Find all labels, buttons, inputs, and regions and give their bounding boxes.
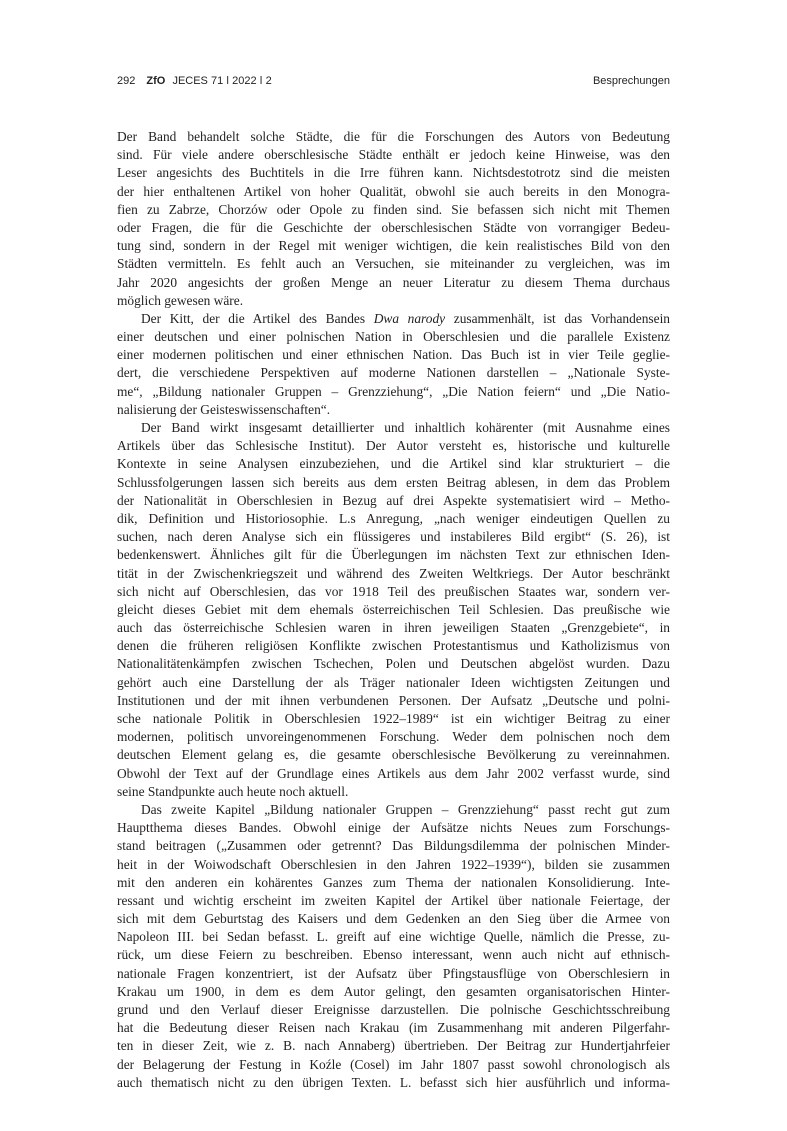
text-line: ressant und wichtig erscheint im zweiten Kapitel der Artikel über nationale Feiertage, der xyxy=(117,892,670,908)
text-line: nalisierung der Geisteswissenschaften“. xyxy=(117,401,331,417)
text-line: der Nationalität in Oberschlesien in Bezug auf drei Aspekte systematisiert wird – Metho- xyxy=(117,492,670,508)
text-line: dik, Definition und Historiosophie. L.s Anregung, „nach weniger eindeutigen Quellen zu xyxy=(117,510,670,526)
text-line: Artikels über das Schlesische Institut). Der Autor versteht es, historische und kulturelle xyxy=(117,438,670,454)
text-line: Hauptthema dieses Bandes. Obwohl einige der Aufsätze nichts Neues zum Forschungs- xyxy=(117,820,670,836)
text-line: der hier enthaltenen Artikel von hoher Qualität, obwohl sie auch bereits in den Monogra- xyxy=(117,183,670,199)
text-line: Leser angesichts des Buchtitels in die Irre führen kann. Nichtsdestotrotz sind die meisten xyxy=(117,165,670,181)
text-line: heit in der Woiwodschaft Oberschlesien in den Jahren 1922–1939“), bilden sie zusammen xyxy=(117,856,670,872)
text-line: Jahr 2020 angesichts der großen Menge an neuer Literatur zu diesem Thema durchaus xyxy=(117,274,670,290)
text-line: einer deutschen und einer polnischen Nation in Oberschlesien und die parallele Existenz xyxy=(117,329,670,345)
text-line: Städten vermitteln. Es fehlt auch an Versuchen, sie miteinander zu vergleichen, was im xyxy=(117,256,670,272)
text-line: denen die früheren religiösen Konflikte zwischen Protestantismus und Katholizismus von xyxy=(117,638,670,654)
journal-issue-info: JECES 71 ǀ 2022 ǀ 2 xyxy=(172,75,272,87)
text-line: modernen, politisch unvoreingenommenen Forschung. Weder dem polnischen noch dem xyxy=(117,729,670,745)
text-line: me“, „Bildung nationaler Gruppen – Grenzziehung“, „Die Nation feiern“ und „Die Natio- xyxy=(117,383,670,399)
running-header xyxy=(117,75,670,91)
book-title: Dwa narody xyxy=(373,310,446,326)
text-line: Krakau um 1900, in dem es dem Autor gelingt, den gesamten organisatorischen Hinter- xyxy=(117,983,670,999)
text-line: bedenkenswert. Ähnliches gilt für die Überlegungen im nächsten Text zur ethnischen Iden- xyxy=(117,547,670,563)
text-line: Napoleon III. bei Sedan befasst. L. greift auf eine wichtige Quelle, nämlich die Presse, zu- xyxy=(117,929,670,945)
text-line: grund und den Verlauf dieser Ereignisse darzustellen. Die polnische Geschichtsschreibung xyxy=(117,1002,670,1017)
text-line: nationale Fragen konzentriert, ist der Aufsatz über Pfingstausflüge von Oberschlesiern in xyxy=(117,965,670,981)
header-left xyxy=(117,75,272,87)
text-line: tität in der Zwischenkriegszeit und während des Zweiten Weltkriegs. Der Autor beschränkt xyxy=(117,565,670,581)
text-line: Der Kitt, der die Artikel des Bandes Dwa narody zusammenhält, ist das Vorhandensein xyxy=(141,310,670,326)
section-title: Besprechungen xyxy=(592,75,670,87)
journal-abbreviation: ZfO xyxy=(146,75,166,87)
text-line: sich nicht auf Oberschlesien, das vor 1918 Teil des preußischen Staates war, sondern ver- xyxy=(117,583,670,599)
text-line: gleicht dieses Gebiet mit dem ehemals österreichischen Teil Schlesien. Das preußische wie xyxy=(117,601,670,617)
text-line: oder Fragen, die für die Geschichte der oberschlesischen Städte von vorrangiger Bedeu- xyxy=(117,219,670,235)
text-line: deutschen Element gelang es, die gesamte oberschlesische Bevölkerung zu vereinnahmen. xyxy=(117,747,670,763)
text-line: Der Band wirkt insgesamt detaillierter und inhaltlich kohärenter (mit Ausnahme eines xyxy=(141,420,670,435)
text-line: fien zu Zabrze, Chorzów oder Opole zu finden sind. Sie befassen sich nicht mit Themen xyxy=(117,201,670,217)
text-line: sche nationale Politik in Oberschlesien 1922–1989“ ist ein wichtiger Beitrag zu einer xyxy=(117,711,670,726)
text-line: Schlussfolgerungen lassen sich bereits aus dem ersten Beitrag ablesen, in dem das Problem xyxy=(117,474,670,490)
text-line: gehört auch eine Darstellung der als Träger nationaler Ideen wichtigsten Zeitungen und xyxy=(117,674,670,690)
page-number: 292 xyxy=(117,75,136,87)
text-line: sich mit dem Geburtstag des Kaisers und dem Gedenken an den Sieg über die Armee von xyxy=(117,911,670,927)
text-line: möglich gewesen wäre. xyxy=(117,292,244,308)
text-line: tung sind, sondern in der Regel mit weniger wichtigen, die kein realistisches Bild von den xyxy=(117,238,670,254)
text-line: dert, die verschiedene Perspektiven auf moderne Nationen darstellen – „Nationale Syste- xyxy=(117,365,670,381)
text-line: Institutionen und der mit ihnen verbundenen Personen. Der Aufsatz „Deutsche und polni- xyxy=(117,692,670,708)
text-line: suchen, nach deren Analyse sich ein flüssigeres und instabileres Bild ergibt“ (S. 26), ist xyxy=(117,529,670,545)
text-line: einer modernen politischen und einer ethnischen Nation. Das Buch ist in vier Teile geglie- xyxy=(117,347,670,363)
text-line: mit den anderen ein kohärentes Ganzes zum Thema der nationalen Konsolidierung. Inte- xyxy=(117,874,670,890)
text-line: rück, um diese Feiern zu beschreiben. Ebenso interessant, wenn auch nicht auf ethnisch- xyxy=(117,947,670,963)
text-line: auch thematisch nicht zu den übrigen Texten. L. befasst sich hier ausführlich und informa- xyxy=(117,1074,670,1090)
text-line: der Belagerung der Festung in Koźle (Cosel) im Jahr 1807 passt sowohl chronologisch als xyxy=(117,1056,670,1072)
text-line: stand beitragen („Zusammen oder getrennt? Das Bildungsdilemma der polnischen Minder- xyxy=(117,838,670,854)
text-line: seine Standpunkte auch heute noch aktuell. xyxy=(117,783,349,799)
text-line: Das zweite Kapitel „Bildung nationaler Gruppen – Grenzziehung“ passt recht gut zum xyxy=(141,801,670,817)
text-line: Der Band behandelt solche Städte, die für die Forschungen des Autors von Bedeutung xyxy=(117,129,670,144)
text-line: hat die Bedeutung dieser Reisen nach Krakau (im Zusammenhang mit anderen Pilgerfahr- xyxy=(117,1020,670,1036)
body-text xyxy=(117,128,670,1092)
text-line: Obwohl der Text auf der Grundlage eines Artikels aus dem Jahr 2002 verfasst wurde, sind xyxy=(117,765,670,781)
text-line: Nationalitätenkämpfen zwischen Tschechen, Polen und Deutschen abgelöst wurden. Dazu xyxy=(117,656,670,672)
text-line: sind. Für viele andere oberschlesische Städte enthält er jedoch keine Hinweise, was den xyxy=(117,147,670,163)
text-line: auch das österreichische Schlesien waren in ihren jeweiligen Staaten „Grenzgebiete“, in xyxy=(117,620,670,636)
text-line: Kontexte in seine Analysen einzubeziehen, und die Artikel sind klar strukturiert – die xyxy=(117,456,670,472)
text-line: ten in dieser Zeit, wie z. B. nach Annaberg) übertrieben. Der Beitrag zur Hundertjahrfeier xyxy=(117,1038,670,1054)
